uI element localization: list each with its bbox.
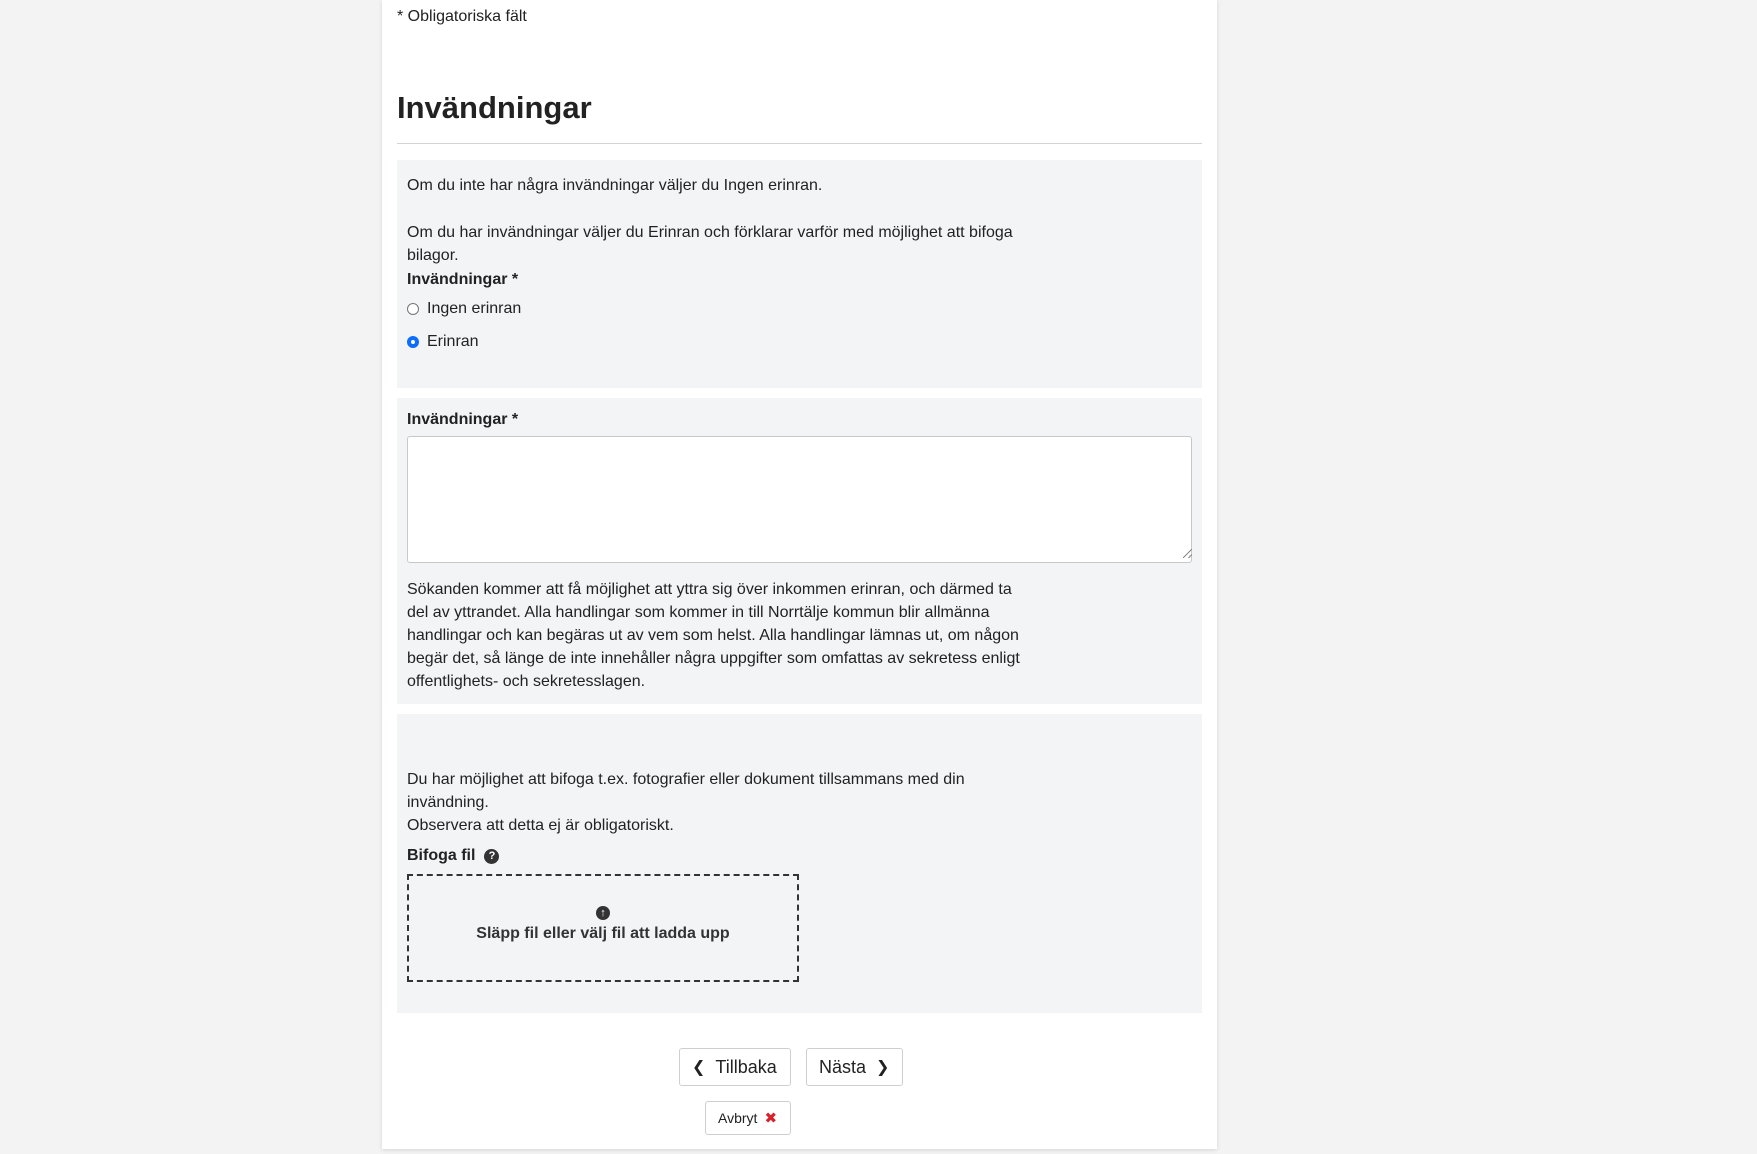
resize-handle-icon[interactable] xyxy=(1183,549,1192,558)
back-button[interactable] xyxy=(679,1048,791,1086)
back-button-label: Tillbaka xyxy=(715,1056,777,1077)
objection-text-panel xyxy=(397,398,1202,704)
title-divider xyxy=(397,143,1202,144)
section-title: Invändningar xyxy=(397,90,592,125)
disclosure-info-text: Sökanden kommer att få möjlighet att yttra sig över inkommen erinran, och därmed ta del av yttrandet. Alla handlingar som kommer in till Norrtälje kommun blir allmänna handlingar och kan begäras ut av vem som helst. Alla handlingar lämnas ut, om någon begär det, så länge de inte innehåller några uppgifter som omfattas av sekretess enligt offentlighets- och sekretesslagen. xyxy=(407,581,1020,690)
objection-textarea[interactable] xyxy=(407,436,1192,563)
radio-button-checked[interactable] xyxy=(407,336,419,348)
form-card xyxy=(382,0,1217,1149)
radio-button-unchecked[interactable] xyxy=(407,303,419,315)
chevron-right-icon: ❯ xyxy=(876,1059,890,1076)
objection-choice-label: Invändningar * xyxy=(407,271,519,288)
next-button[interactable] xyxy=(806,1048,903,1086)
attach-file-label xyxy=(407,847,499,865)
close-icon: ✖ xyxy=(764,1110,778,1127)
radio-erinran[interactable] xyxy=(407,333,479,351)
attach-file-label-text: Bifoga fil xyxy=(407,847,476,864)
cancel-button-label: Avbryt xyxy=(718,1110,758,1126)
attachment-optional-note: Observera att detta ej är obligatoriskt. xyxy=(407,817,674,834)
radio-label: Erinran xyxy=(427,333,479,350)
dropzone-text: Släpp fil eller välj fil att ladda upp xyxy=(476,925,730,942)
chevron-left-icon: ❮ xyxy=(692,1059,706,1076)
attachment-panel xyxy=(397,714,1202,1013)
intro-text-1: Om du inte har några invändningar väljer du Ingen erinran. xyxy=(407,177,823,194)
required-fields-note: * Obligatoriska fält xyxy=(397,8,527,25)
cancel-button[interactable] xyxy=(705,1101,791,1135)
next-button-label: Nästa xyxy=(819,1056,867,1077)
objection-choice-panel xyxy=(397,160,1202,388)
file-dropzone[interactable] xyxy=(407,874,799,982)
intro-text-2: Om du har invändningar väljer du Erinran och förklarar varför med möjlighet att bifoga bilagor. xyxy=(407,224,1013,264)
question-circle-icon[interactable]: ? xyxy=(484,849,499,864)
objection-text-label: Invändningar * xyxy=(407,411,519,428)
arrow-up-circle-icon: ↑ xyxy=(596,906,610,920)
attachment-info-text: Du har möjlighet att bifoga t.ex. fotografier eller dokument tillsammans med din invändning. xyxy=(407,771,965,811)
radio-ingen-erinran[interactable] xyxy=(407,300,521,318)
radio-label: Ingen erinran xyxy=(427,300,522,317)
